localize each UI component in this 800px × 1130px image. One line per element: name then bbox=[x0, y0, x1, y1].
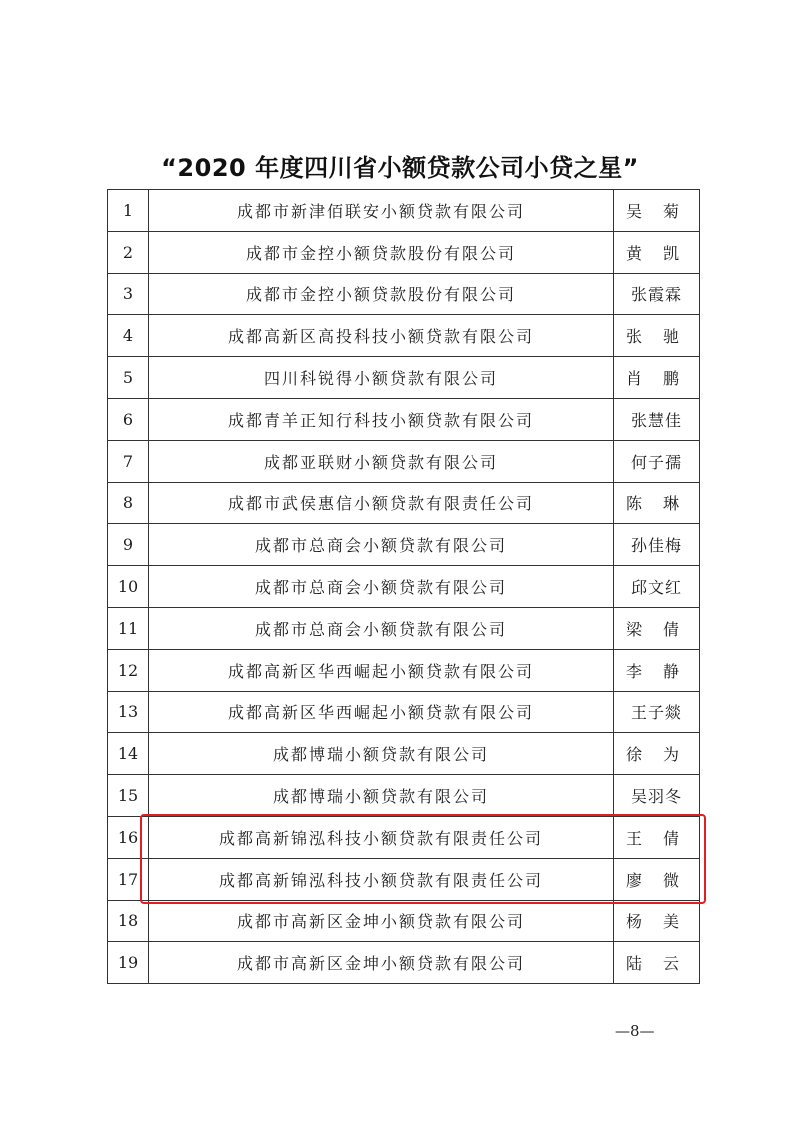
company-name: 成都市金控小额贷款股份有限公司 bbox=[149, 273, 614, 315]
row-number: 12 bbox=[108, 649, 149, 691]
person-name: 邱文红 bbox=[614, 566, 700, 608]
row-number: 7 bbox=[108, 440, 149, 482]
row-number: 2 bbox=[108, 231, 149, 273]
table-row bbox=[108, 775, 700, 817]
person-name: 吴羽冬 bbox=[614, 775, 700, 817]
table-row bbox=[108, 273, 700, 315]
row-number: 17 bbox=[108, 858, 149, 900]
row-number: 9 bbox=[108, 524, 149, 566]
row-number: 4 bbox=[108, 315, 149, 357]
company-name: 成都亚联财小额贷款有限公司 bbox=[149, 440, 614, 482]
row-number: 5 bbox=[108, 357, 149, 399]
company-name: 成都青羊正知行科技小额贷款有限公司 bbox=[149, 398, 614, 440]
table-row bbox=[108, 482, 700, 524]
row-number: 15 bbox=[108, 775, 149, 817]
person-name: 肖 鹏 bbox=[614, 357, 700, 399]
company-name: 成都博瑞小额贷款有限公司 bbox=[149, 733, 614, 775]
company-name: 成都高新区华西崛起小额贷款有限公司 bbox=[149, 649, 614, 691]
company-name: 成都博瑞小额贷款有限公司 bbox=[149, 775, 614, 817]
row-number: 1 bbox=[108, 190, 149, 232]
person-name: 何子孺 bbox=[614, 440, 700, 482]
document-title: “2020 年度四川省小额贷款公司小贷之星” bbox=[161, 154, 639, 182]
company-name: 成都高新锦泓科技小额贷款有限责任公司 bbox=[149, 816, 614, 858]
award-table bbox=[107, 189, 700, 984]
person-name: 陆 云 bbox=[614, 942, 700, 984]
person-name: 张霞霖 bbox=[614, 273, 700, 315]
company-name: 成都高新锦泓科技小额贷款有限责任公司 bbox=[149, 858, 614, 900]
table-row bbox=[108, 607, 700, 649]
table-row bbox=[108, 691, 700, 733]
row-number: 18 bbox=[108, 900, 149, 942]
row-number: 8 bbox=[108, 482, 149, 524]
person-name: 张慧佳 bbox=[614, 398, 700, 440]
company-name: 成都市总商会小额贷款有限公司 bbox=[149, 524, 614, 566]
company-name: 成都市总商会小额贷款有限公司 bbox=[149, 566, 614, 608]
person-name: 黄 凯 bbox=[614, 231, 700, 273]
company-name: 成都市高新区金坤小额贷款有限公司 bbox=[149, 942, 614, 984]
row-number: 16 bbox=[108, 816, 149, 858]
row-number: 14 bbox=[108, 733, 149, 775]
person-name: 杨 美 bbox=[614, 900, 700, 942]
person-name: 陈 琳 bbox=[614, 482, 700, 524]
page-number: —8— bbox=[615, 1022, 655, 1040]
person-name: 孙佳梅 bbox=[614, 524, 700, 566]
table-row bbox=[108, 649, 700, 691]
person-name: 廖 微 bbox=[614, 858, 700, 900]
table-row bbox=[108, 398, 700, 440]
row-number: 11 bbox=[108, 607, 149, 649]
row-number: 10 bbox=[108, 566, 149, 608]
table-row bbox=[108, 524, 700, 566]
company-name: 成都市武侯惠信小额贷款有限责任公司 bbox=[149, 482, 614, 524]
company-name: 成都市新津佰联安小额贷款有限公司 bbox=[149, 190, 614, 232]
company-name: 成都高新区高投科技小额贷款有限公司 bbox=[149, 315, 614, 357]
table-row bbox=[108, 816, 700, 858]
table-row bbox=[108, 231, 700, 273]
person-name: 吴 菊 bbox=[614, 190, 700, 232]
row-number: 6 bbox=[108, 398, 149, 440]
table-row bbox=[108, 440, 700, 482]
company-name: 成都市金控小额贷款股份有限公司 bbox=[149, 231, 614, 273]
company-name: 成都高新区华西崛起小额贷款有限公司 bbox=[149, 691, 614, 733]
table-row bbox=[108, 566, 700, 608]
person-name: 张 驰 bbox=[614, 315, 700, 357]
row-number: 13 bbox=[108, 691, 149, 733]
row-number: 3 bbox=[108, 273, 149, 315]
person-name: 梁 倩 bbox=[614, 607, 700, 649]
award-table-body bbox=[108, 190, 700, 984]
table-row bbox=[108, 357, 700, 399]
person-name: 王子燚 bbox=[614, 691, 700, 733]
company-name: 四川科锐得小额贷款有限公司 bbox=[149, 357, 614, 399]
person-name: 徐 为 bbox=[614, 733, 700, 775]
company-name: 成都市总商会小额贷款有限公司 bbox=[149, 607, 614, 649]
table-row bbox=[108, 942, 700, 984]
table-row bbox=[108, 315, 700, 357]
table-row bbox=[108, 190, 700, 232]
person-name: 王 倩 bbox=[614, 816, 700, 858]
table-row bbox=[108, 733, 700, 775]
table-row bbox=[108, 858, 700, 900]
company-name: 成都市高新区金坤小额贷款有限公司 bbox=[149, 900, 614, 942]
person-name: 李 静 bbox=[614, 649, 700, 691]
table-row bbox=[108, 900, 700, 942]
row-number: 19 bbox=[108, 942, 149, 984]
